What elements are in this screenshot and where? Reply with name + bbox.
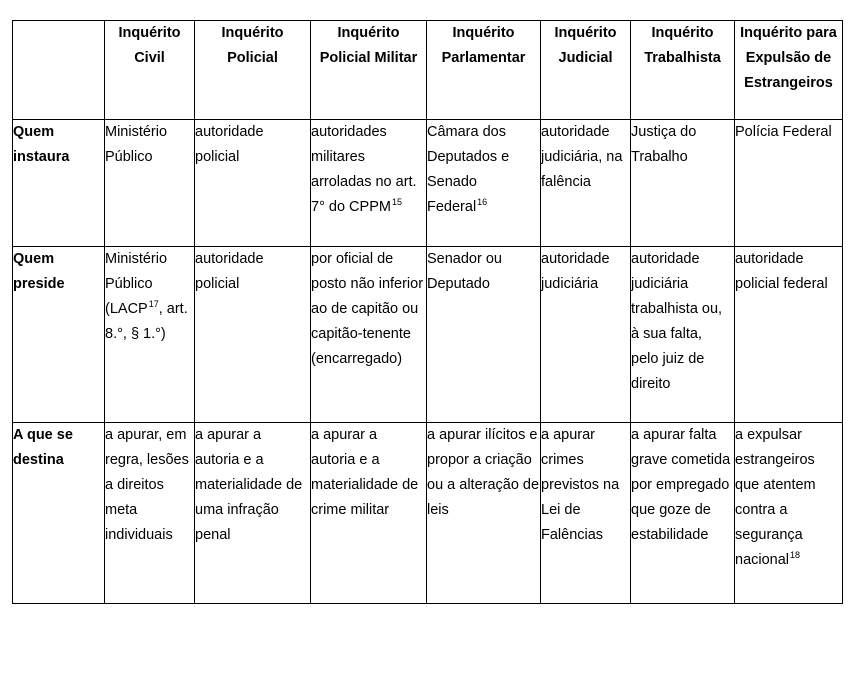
cell-text: autoridade: [735, 251, 804, 267]
cell-text: policial federal: [735, 276, 828, 292]
cell-line: [311, 498, 426, 523]
cell-line: [311, 448, 426, 473]
cell-line: [735, 548, 842, 573]
cell-text-after: , art.: [158, 301, 188, 317]
cell-text: Deputado: [427, 276, 490, 292]
cell-text: Ministério: [105, 124, 168, 140]
cell-text: meta: [105, 502, 138, 518]
cell-text: a apurar ilícitos e: [427, 427, 538, 443]
cell-text: a expulsar: [735, 427, 802, 443]
cell-line: [311, 322, 426, 347]
cell-line: [195, 120, 310, 145]
row-header-line: Quem: [13, 251, 55, 267]
table-cell: [735, 120, 843, 247]
column-header-line: Inquérito: [452, 25, 515, 41]
cell-text: Público: [105, 276, 153, 292]
cell-line: [541, 272, 630, 297]
cell-text: ao de capitão ou: [311, 301, 419, 317]
cell-line: [735, 523, 842, 548]
cell-text: materialidade de: [311, 477, 419, 493]
cell-text: penal: [195, 527, 231, 543]
cell-line: [311, 195, 426, 220]
cell-line: [735, 120, 842, 145]
cell-text: policial: [195, 149, 240, 165]
cell-line: [631, 247, 734, 272]
cell-text: previstos na: [541, 477, 620, 493]
table-cell: [735, 423, 843, 604]
cell-text: Deputados e: [427, 149, 510, 165]
cell-line: [311, 473, 426, 498]
cell-text: à sua falta,: [631, 326, 702, 342]
cell-line: [427, 247, 540, 272]
cell-text: a apurar falta: [631, 427, 717, 443]
cell-text: Senado: [427, 174, 477, 190]
cell-line: [631, 297, 734, 322]
cell-text: autoria e a: [311, 452, 380, 468]
cell-text: direito: [631, 376, 671, 392]
column-header: [541, 21, 631, 120]
footnote-ref: 17: [148, 299, 159, 309]
column-header: [105, 21, 195, 120]
cell-line: [195, 498, 310, 523]
cell-text: grave cometida: [631, 452, 731, 468]
cell-line: [427, 448, 540, 473]
table-cell: [311, 120, 427, 247]
cell-line: [427, 473, 540, 498]
table-cell: [311, 423, 427, 604]
cell-text: leis: [427, 502, 449, 518]
cell-line: [195, 247, 310, 272]
column-header-line: Civil: [134, 50, 165, 66]
cell-line: [541, 247, 630, 272]
cell-text: estrangeiros: [735, 452, 815, 468]
cell-line: [105, 448, 194, 473]
column-header: [735, 21, 843, 120]
table-cell: [311, 247, 427, 423]
cell-line: [427, 170, 540, 195]
cell-text: falência: [541, 174, 591, 190]
column-header: [427, 21, 541, 120]
table-row: [13, 423, 843, 604]
cell-text: Polícia Federal: [735, 124, 832, 140]
cell-text: capitão-tenente: [311, 326, 411, 342]
cell-line: [541, 523, 630, 548]
cell-line: [631, 473, 734, 498]
cell-text: crime militar: [311, 502, 390, 518]
row-header-line: A que se: [13, 427, 73, 443]
cell-text: nacional: [735, 552, 790, 568]
cell-text: Câmara dos: [427, 124, 506, 140]
cell-line: [105, 322, 194, 347]
column-header-line: Inquérito: [221, 25, 284, 41]
table-cell: [105, 423, 195, 604]
cell-line: [105, 297, 194, 322]
cell-text: arroladas no art.: [311, 174, 417, 190]
cell-text: militares: [311, 149, 365, 165]
cell-text: judiciária: [631, 276, 689, 292]
cell-text: que atentem: [735, 477, 816, 493]
cell-text: materialidade de: [195, 477, 303, 493]
row-header-line: instaura: [13, 149, 70, 165]
table-cell: [631, 247, 735, 423]
cell-line: [311, 347, 426, 372]
cell-text: Justiça do: [631, 124, 697, 140]
cell-line: [541, 170, 630, 195]
cell-text: ou a alteração de: [427, 477, 540, 493]
column-header-line: Expulsão de: [745, 50, 832, 66]
cell-line: [631, 145, 734, 170]
cell-line: [735, 272, 842, 297]
cell-text: individuais: [105, 527, 173, 543]
cell-line: [427, 498, 540, 523]
cell-line: [735, 423, 842, 448]
column-header-line: Policial: [227, 50, 278, 66]
column-header: [631, 21, 735, 120]
table-cell: [541, 120, 631, 247]
cell-text: a apurar a: [311, 427, 378, 443]
cell-text: por empregado: [631, 477, 730, 493]
cell-line: [735, 247, 842, 272]
cell-text: Trabalho: [631, 149, 688, 165]
cell-text: autoridade: [541, 251, 610, 267]
footnote-ref: 15: [391, 197, 402, 207]
cell-line: [631, 120, 734, 145]
row-header-line: preside: [13, 276, 65, 292]
cell-line: [105, 120, 194, 145]
cell-text: autoria e a: [195, 452, 264, 468]
cell-line: [195, 145, 310, 170]
cell-text: judiciária, na: [541, 149, 623, 165]
cell-line: [311, 170, 426, 195]
cell-line: [541, 145, 630, 170]
column-header: [195, 21, 311, 120]
cell-text: pelo juiz de: [631, 351, 705, 367]
cell-line: [735, 498, 842, 523]
table-cell: [541, 247, 631, 423]
table-cell: [195, 423, 311, 604]
cell-line: [195, 523, 310, 548]
inquiry-comparison-table: [12, 20, 843, 604]
cell-text: 8.°, § 1.°): [105, 326, 166, 342]
cell-text: autoridade: [195, 124, 264, 140]
column-header: [311, 21, 427, 120]
cell-line: [105, 145, 194, 170]
cell-line: [631, 372, 734, 397]
cell-line: [631, 523, 734, 548]
table-row: [13, 247, 843, 423]
cell-line: [427, 272, 540, 297]
cell-text: trabalhista ou,: [631, 301, 723, 317]
cell-text: uma infração: [195, 502, 279, 518]
cell-line: [195, 272, 310, 297]
header-row: [13, 21, 843, 120]
cell-line: [311, 145, 426, 170]
cell-line: [541, 423, 630, 448]
cell-line: [631, 498, 734, 523]
footnote-ref: 16: [477, 197, 488, 207]
cell-line: [541, 120, 630, 145]
cell-text: propor a criação: [427, 452, 532, 468]
cell-line: [105, 523, 194, 548]
cell-line: [105, 498, 194, 523]
cell-text: contra a: [735, 502, 788, 518]
cell-text: a apurar, em: [105, 427, 187, 443]
cell-line: [195, 473, 310, 498]
cell-line: [195, 448, 310, 473]
footnote-ref: 18: [790, 550, 801, 560]
table-cell: [735, 247, 843, 423]
cell-line: [631, 423, 734, 448]
table-cell: [195, 120, 311, 247]
column-header-line: Inquérito: [118, 25, 181, 41]
corner-cell: [13, 21, 105, 120]
cell-line: [735, 448, 842, 473]
table-body: [13, 120, 843, 604]
cell-line: [735, 473, 842, 498]
cell-line: [427, 195, 540, 220]
cell-text: Senador ou: [427, 251, 502, 267]
table-cell: [195, 247, 311, 423]
table-cell: [631, 120, 735, 247]
cell-line: [311, 423, 426, 448]
cell-line: [311, 272, 426, 297]
column-header-line: Inquérito: [651, 25, 714, 41]
comparison-table-wrapper: [12, 20, 843, 604]
cell-text: (encarregado): [311, 351, 403, 367]
row-header: [13, 423, 105, 604]
cell-text: Público: [105, 149, 153, 165]
cell-text: regra, lesões: [105, 452, 189, 468]
table-cell: [105, 120, 195, 247]
column-header-line: Judicial: [558, 50, 613, 66]
table-cell: [631, 423, 735, 604]
cell-line: [631, 347, 734, 372]
cell-text: Ministério: [105, 251, 168, 267]
cell-text: Federal: [427, 199, 477, 215]
cell-text: Lei de: [541, 502, 581, 518]
cell-line: [541, 498, 630, 523]
cell-text: a direitos: [105, 477, 164, 493]
cell-text: crimes: [541, 452, 584, 468]
column-header-line: Inquérito: [554, 25, 617, 41]
cell-text: (LACP: [105, 301, 148, 317]
cell-line: [105, 247, 194, 272]
row-header: [13, 120, 105, 247]
cell-text: autoridade: [195, 251, 264, 267]
cell-line: [195, 423, 310, 448]
table-row: [13, 120, 843, 247]
cell-line: [541, 473, 630, 498]
cell-text: judiciária: [541, 276, 599, 292]
cell-text: que goze de: [631, 502, 711, 518]
column-header-line: Parlamentar: [441, 50, 526, 66]
row-header: [13, 247, 105, 423]
cell-text: autoridade: [541, 124, 610, 140]
table-cell: [427, 423, 541, 604]
cell-text: a apurar: [541, 427, 596, 443]
table-cell: [427, 120, 541, 247]
cell-text: autoridades: [311, 124, 387, 140]
cell-text: posto não inferior: [311, 276, 424, 292]
cell-line: [311, 247, 426, 272]
cell-line: [427, 423, 540, 448]
cell-text: por oficial de: [311, 251, 394, 267]
cell-line: [427, 120, 540, 145]
column-header-line: Inquérito: [337, 25, 400, 41]
table-cell: [105, 247, 195, 423]
cell-text: autoridade: [631, 251, 700, 267]
column-header-line: Inquérito para: [740, 25, 837, 41]
cell-line: [105, 272, 194, 297]
cell-line: [631, 448, 734, 473]
row-header-line: destina: [13, 452, 64, 468]
cell-text: segurança: [735, 527, 803, 543]
cell-line: [631, 272, 734, 297]
cell-text: Falências: [541, 527, 604, 543]
row-header-line: Quem: [13, 124, 55, 140]
cell-line: [311, 120, 426, 145]
cell-line: [105, 473, 194, 498]
cell-line: [427, 145, 540, 170]
cell-text: policial: [195, 276, 240, 292]
cell-line: [631, 322, 734, 347]
cell-text: estabilidade: [631, 527, 709, 543]
column-header-line: Estrangeiros: [744, 75, 833, 91]
table-cell: [427, 247, 541, 423]
cell-text: 7° do CPPM: [311, 199, 391, 215]
column-header-line: Trabalhista: [644, 50, 721, 66]
cell-line: [541, 448, 630, 473]
cell-text: a apurar a: [195, 427, 262, 443]
column-header-line: Policial Militar: [319, 50, 418, 66]
cell-line: [311, 297, 426, 322]
cell-line: [105, 423, 194, 448]
table-cell: [541, 423, 631, 604]
